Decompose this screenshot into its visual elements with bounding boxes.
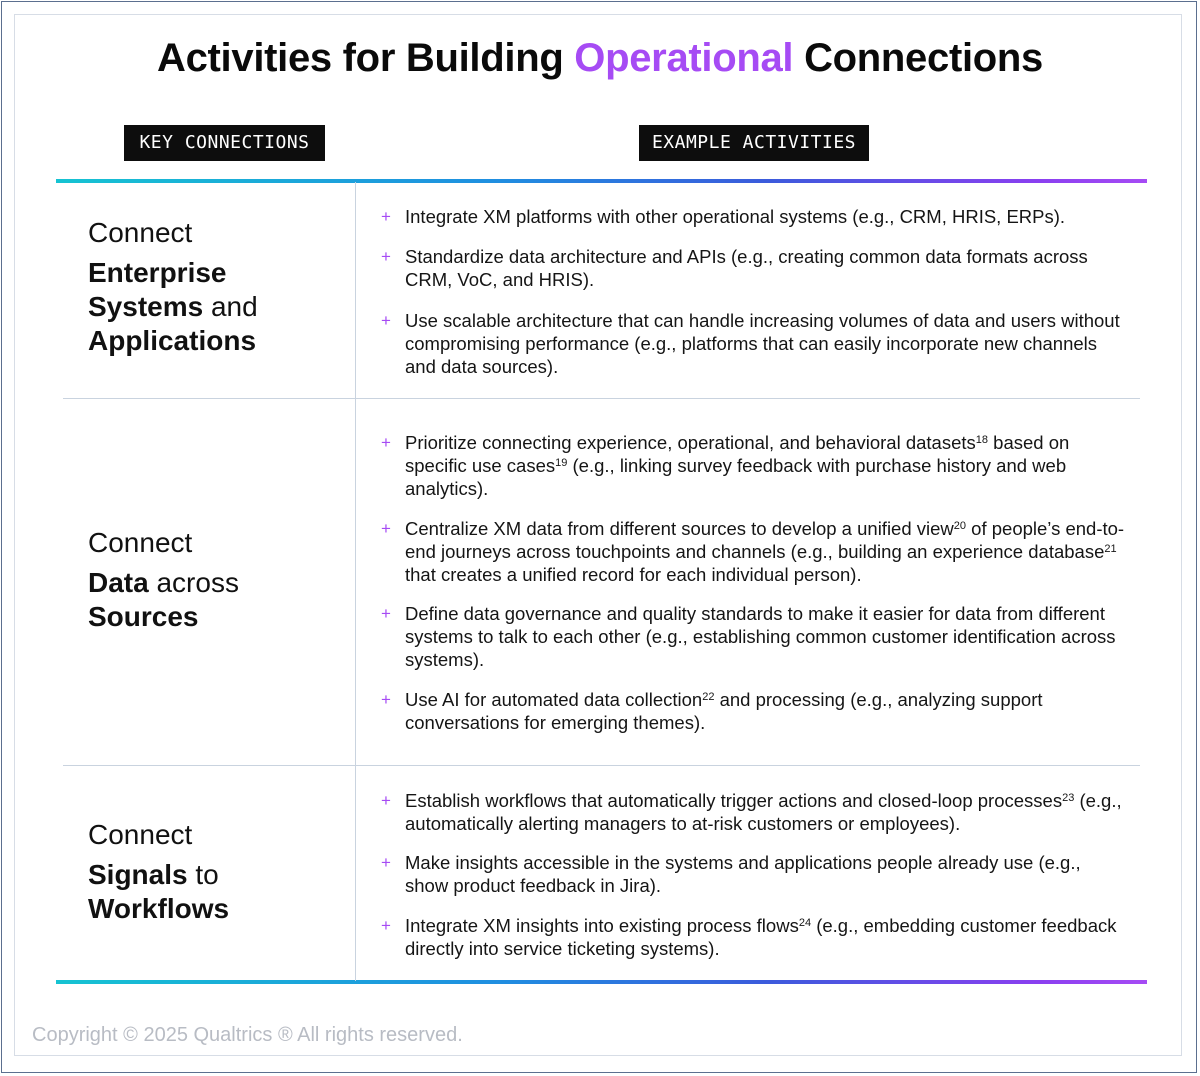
plus-icon: +: [381, 247, 391, 266]
key-connect-enterprise-systems: Connect Enterprise Systems and Applications: [88, 217, 258, 356]
row-divider: [63, 765, 1140, 766]
example-activities-header: EXAMPLE ACTIVITIES: [639, 125, 869, 161]
bottom-gradient-rule: [56, 980, 1147, 984]
plus-icon: +: [381, 433, 391, 452]
plus-icon: +: [381, 604, 391, 623]
plus-icon: +: [381, 853, 391, 872]
plus-icon: +: [381, 916, 391, 935]
activity-item: + Define data governance and quality standards to make it easier for data from different systems to talk to each other (e.g., establishing common customer identification across systems).: [381, 603, 1116, 670]
key-connect-data-sources: Connect Data across Sources: [88, 527, 239, 632]
activity-item: + Use AI for automated data collection$^{22}$ and processing (e.g., analyzing support conversations for emerging themes).: [381, 689, 1043, 733]
row-divider: [63, 398, 1140, 399]
plus-icon: +: [381, 519, 391, 538]
activity-item: + Establish workflows that automatically trigger actions and closed-loop processes$^{23}$ (e.g., automatically alerting managers to at-risk customers or employees).: [381, 790, 1122, 834]
key-connections-header: KEY CONNECTIONS: [124, 125, 325, 161]
plus-icon: +: [381, 690, 391, 709]
plus-icon: +: [381, 207, 391, 226]
activity-item: + Integrate XM insights into existing process flows$^{24}$ (e.g., embedding customer feedback directly into service ticketing systems).: [381, 915, 1117, 959]
activity-item: + Integrate XM platforms with other operational systems (e.g., CRM, HRIS, ERPs).: [381, 206, 1066, 227]
title-accent: Operational: [574, 36, 794, 80]
activity-item: + Prioritize connecting experience, operational, and behavioral datasets$^{18}$ based on specific use cases$^{19}$ (e.g., linking survey feedback with purchase history and web analytics).: [381, 432, 1070, 499]
activity-item: + Standardize data architecture and APIs (e.g., creating common data formats across CRM, VoC, and HRIS).: [381, 246, 1088, 290]
key-connect-signals-workflows: Connect Signals to Workflows: [88, 819, 230, 924]
page-title: Activities for Building Operational Connections: [157, 36, 1043, 80]
top-gradient-rule: [56, 179, 1147, 183]
plus-icon: +: [381, 791, 391, 810]
activity-item: + Use scalable architecture that can handle increasing volumes of data and users without compromising performance (e.g., platforms that can easily incorporate new channels and data sources).: [381, 310, 1120, 377]
copyright-notice: Copyright © 2025 Qualtrics ® All rights reserved.: [32, 1024, 463, 1046]
plus-icon: +: [381, 311, 391, 330]
activity-item: + Centralize XM data from different sources to develop a unified view$^{20}$ of people’s end-to-end journeys across touchpoints and channels (e.g., building an experience database$^{21}$ that creates a unified record for each individual person).: [381, 518, 1125, 585]
activity-item: + Make insights accessible in the systems and applications people already use (e.g., show product feedback in Jira).: [381, 852, 1081, 896]
column-divider: [355, 182, 356, 981]
